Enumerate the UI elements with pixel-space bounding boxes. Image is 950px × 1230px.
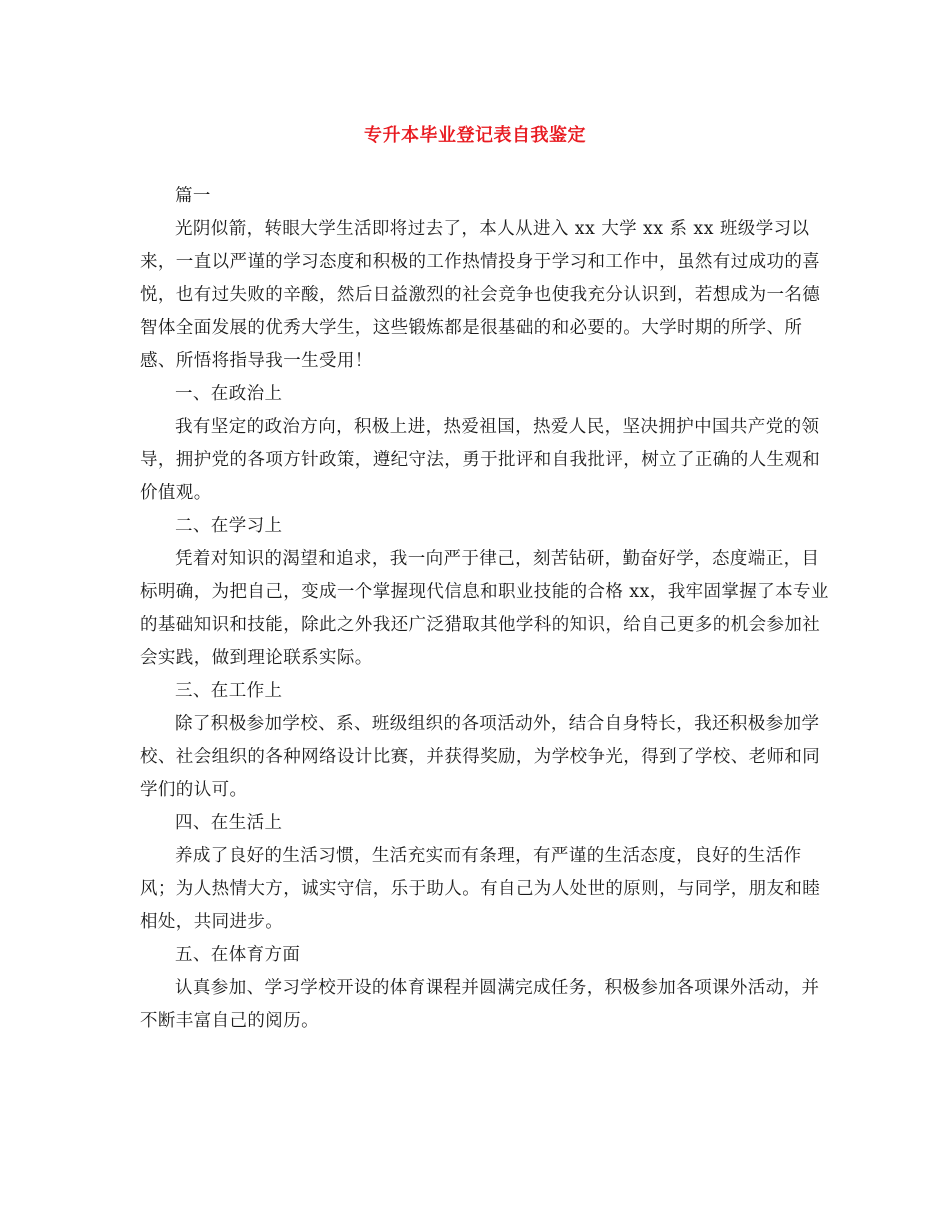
document-body bbox=[140, 180, 830, 1038]
heading-life: 四、在生活上 bbox=[175, 813, 283, 833]
paragraph-intro: 光阴似箭，转眼大学生活即将过去了，本人从进入 xx 大学 xx 系 xx 班级学习以来，一直以严谨的学习态度和积极的工作热情投身于学习和工作中，虽然有过成功的喜悦，也有过失败的辛酸，然后日益激烈的社会竞争也使我充分认识到，若想成为一名德智体全面发展的优秀大学生，这些锻炼都是很基础的和必要的。大学时期的所学、所感、所悟将指导我一生受用！ bbox=[140, 219, 821, 371]
paragraph-study: 凭着对知识的渴望和追求，我一向严于律己，刻苦钻研，勤奋好学，态度端正，目标明确，为把自己，变成一个掌握现代信息和职业技能的合格 xx，我牢固掌握了本专业的基础知识和技能，除此之外我还广泛猎取其他学科的知识，给自己更多的机会参加社会实践，做到理论联系实际。 bbox=[140, 549, 829, 668]
heading-politics: 一、在政治上 bbox=[175, 384, 283, 404]
paragraph-life: 养成了良好的生活习惯，生活充实而有条理，有严谨的生活态度，良好的生活作风；为人热情大方，诚实守信，乐于助人。有自己为人处世的原则，与同学，朋友和睦相处，共同进步。 bbox=[140, 846, 821, 932]
section-label: 篇一 bbox=[175, 186, 211, 206]
heading-work: 三、在工作上 bbox=[175, 681, 283, 701]
document-title: 专升本毕业登记表自我鉴定 bbox=[364, 125, 586, 146]
heading-study: 二、在学习上 bbox=[175, 516, 283, 536]
paragraph-work: 除了积极参加学校、系、班级组织的各项活动外，结合自身特长，我还积极参加学校、社会组织的各种网络设计比赛，并获得奖励，为学校争光，得到了学校、老师和同学们的认可。 bbox=[140, 714, 821, 800]
heading-sports: 五、在体育方面 bbox=[175, 945, 301, 965]
paragraph-politics: 我有坚定的政治方向，积极上进，热爱祖国，热爱人民，坚决拥护中国共产党的领导，拥护党的各项方针政策，遵纪守法，勇于批评和自我批评，树立了正确的人生观和价值观。 bbox=[140, 417, 821, 503]
paragraph-sports: 认真参加、学习学校开设的体育课程并圆满完成任务，积极参加各项课外活动，并不断丰富自己的阅历。 bbox=[140, 978, 820, 1031]
